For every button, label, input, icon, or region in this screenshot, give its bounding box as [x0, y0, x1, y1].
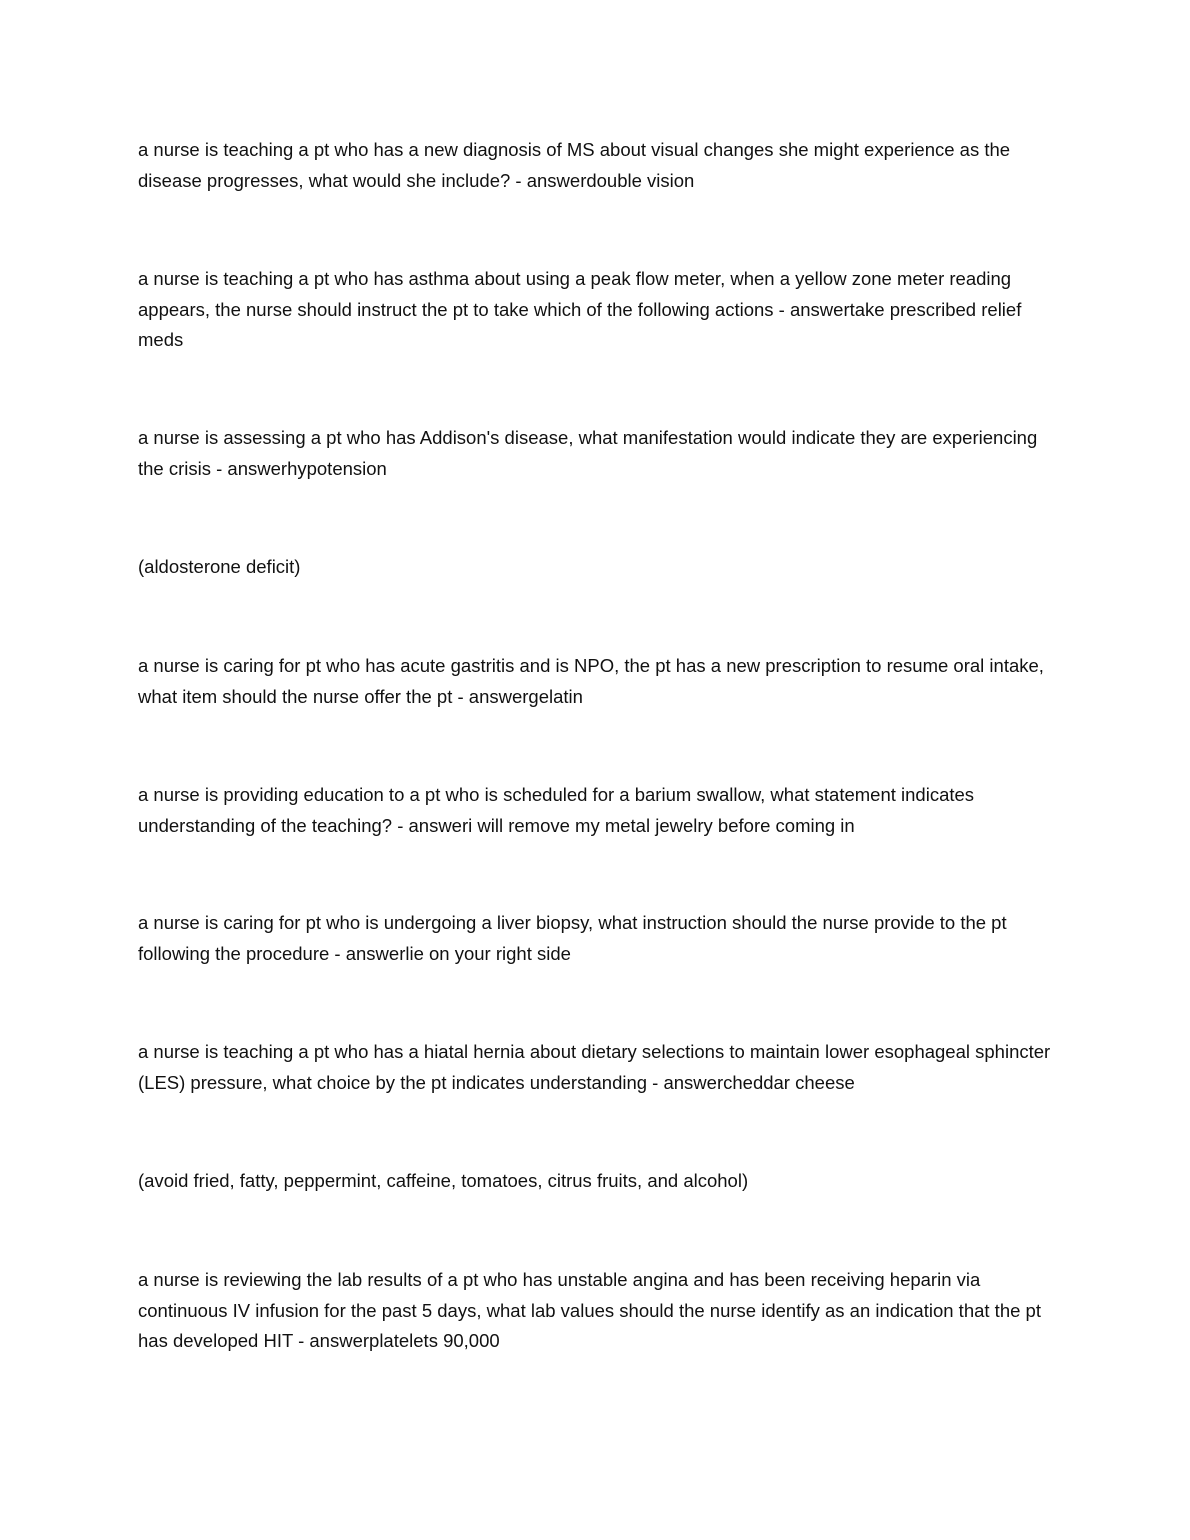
- note-paragraph: (aldosterone deficit): [138, 556, 301, 577]
- qa-paragraph: a nurse is teaching a pt who has asthma about using a peak flow meter, when a yellow zone meter reading appears, the nurse should instruct the pt to take which of the following actions - answertake prescribed relief meds: [138, 268, 1022, 350]
- note-paragraph: (avoid fried, fatty, peppermint, caffeine, tomatoes, citrus fruits, and alcohol): [138, 1170, 749, 1191]
- qa-paragraph: a nurse is teaching a pt who has a hiatal hernia about dietary selections to maintain lower esophageal sphincter (LES) pressure, what choice by the pt indicates understanding - answercheddar cheese: [138, 1041, 1051, 1093]
- qa-paragraph: a nurse is assessing a pt who has Addison's disease, what manifestation would indicate they are experiencing the crisis - answerhypotension: [138, 427, 1038, 479]
- qa-paragraph: a nurse is caring for pt who is undergoing a liver biopsy, what instruction should the nurse provide to the pt following the procedure - answerlie on your right side: [138, 912, 1007, 964]
- qa-paragraph: a nurse is providing education to a pt who is scheduled for a barium swallow, what statement indicates understanding of the teaching? - answeri will remove my metal jewelry before coming in: [138, 784, 975, 836]
- qa-paragraph: a nurse is reviewing the lab results of a pt who has unstable angina and has been receiving heparin via continuous IV infusion for the past 5 days, what lab values should the nurse identify as an indication that the pt has developed HIT - answerplatelets 90,000: [138, 1269, 1041, 1351]
- qa-paragraph: a nurse is caring for pt who has acute gastritis and is NPO, the pt has a new prescription to resume oral intake, what item should the nurse offer the pt - answergelatin: [138, 655, 1044, 707]
- qa-paragraph: a nurse is teaching a pt who has a new diagnosis of MS about visual changes she might experience as the disease progresses, what would she include? - answerdouble vision: [138, 139, 1011, 191]
